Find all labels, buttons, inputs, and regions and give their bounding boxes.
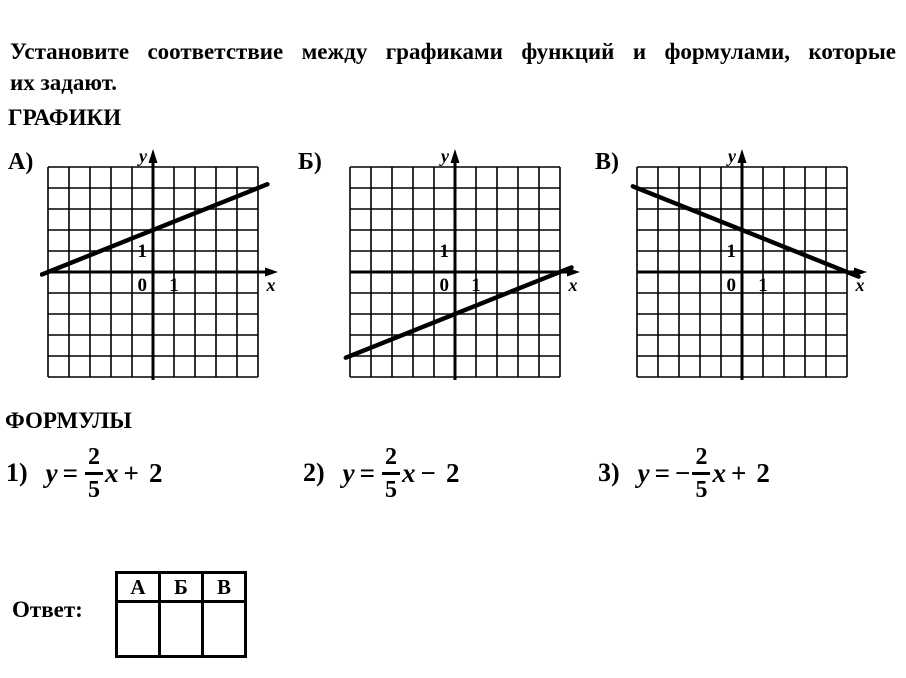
fraction-denominator: 5 bbox=[385, 476, 398, 503]
formula-2-math bbox=[343, 445, 465, 502]
math-constant: 2 bbox=[148, 457, 163, 488]
formula-3 bbox=[598, 443, 775, 503]
task-statement-line1: Установите соответствие между графиками функций и формулами, которые bbox=[10, 39, 896, 64]
fraction-bar bbox=[692, 472, 710, 475]
x-axis-label: x bbox=[855, 275, 865, 295]
function-line bbox=[633, 186, 859, 276]
y-unit-tick-label: 1 bbox=[439, 241, 449, 262]
fraction-numerator: 2 bbox=[88, 443, 101, 470]
fraction-numerator: 2 bbox=[385, 443, 398, 470]
graph-a-plot bbox=[40, 145, 278, 385]
answer-table bbox=[115, 571, 247, 658]
formula-3-number: 3) bbox=[598, 458, 620, 487]
fraction-bar bbox=[382, 472, 400, 475]
y-unit-tick-label: 1 bbox=[137, 241, 147, 262]
math-operator: − bbox=[420, 457, 436, 488]
fraction-numerator: 2 bbox=[695, 443, 708, 470]
graph-b-label: Б) bbox=[298, 149, 322, 175]
math-equals: = bbox=[62, 457, 79, 488]
function-line bbox=[346, 267, 572, 357]
answer-header-row bbox=[117, 573, 246, 602]
graphs-heading: ГРАФИКИ bbox=[8, 105, 122, 130]
math-x: x bbox=[105, 457, 119, 488]
math-y: y bbox=[45, 457, 58, 488]
math-y: y bbox=[342, 457, 355, 488]
math-fraction bbox=[692, 445, 710, 502]
math-constant: 2 bbox=[445, 457, 460, 488]
math-operator: + bbox=[730, 457, 747, 488]
answer-header-v: В bbox=[203, 573, 246, 602]
math-fraction bbox=[85, 445, 103, 502]
formula-1-number: 1) bbox=[6, 458, 28, 487]
formula-2-number: 2) bbox=[303, 458, 325, 487]
answer-cell-b[interactable] bbox=[160, 602, 203, 657]
answer-header-a: А bbox=[117, 573, 160, 602]
formula-1 bbox=[6, 443, 167, 503]
math-equals: = bbox=[654, 457, 671, 488]
formula-2 bbox=[303, 443, 464, 503]
fraction-denominator: 5 bbox=[695, 476, 708, 503]
answer-input-row bbox=[117, 602, 246, 657]
math-x: x bbox=[402, 457, 416, 488]
math-operator: + bbox=[123, 457, 139, 488]
answer-header-b: Б bbox=[160, 573, 203, 602]
y-axis-label: y bbox=[441, 146, 449, 166]
x-axis-label: x bbox=[266, 275, 276, 295]
graph-v-plot bbox=[629, 145, 867, 385]
y-axis-label: y bbox=[139, 146, 147, 166]
x-axis-label: x bbox=[568, 275, 578, 295]
formulas-heading: ФОРМУЛЫ bbox=[5, 408, 132, 433]
math-constant: 2 bbox=[756, 457, 770, 488]
x-unit-tick-label: 1 bbox=[169, 275, 179, 296]
answer-cell-a[interactable] bbox=[117, 602, 160, 657]
origin-label: 0 bbox=[439, 275, 449, 296]
task-statement-line2: их задают. bbox=[10, 70, 117, 95]
graph-b-plot bbox=[342, 145, 580, 385]
math-x: x bbox=[712, 457, 726, 488]
graph-a bbox=[8, 145, 278, 385]
x-unit-tick-label: 1 bbox=[758, 275, 768, 296]
math-equals: = bbox=[359, 457, 376, 488]
answer-cell-v[interactable] bbox=[203, 602, 246, 657]
fraction-denominator: 5 bbox=[88, 476, 101, 503]
x-unit-tick-label: 1 bbox=[471, 275, 481, 296]
task-statement bbox=[10, 36, 896, 98]
origin-label: 0 bbox=[137, 275, 147, 296]
graph-b bbox=[298, 145, 580, 385]
formula-3-math bbox=[638, 445, 775, 502]
math-y: y bbox=[637, 457, 650, 488]
origin-label: 0 bbox=[726, 275, 736, 296]
graph-a-label: А) bbox=[8, 149, 34, 175]
answer-label: Ответ: bbox=[12, 597, 83, 622]
graph-v bbox=[595, 145, 867, 385]
graph-v-label: В) bbox=[595, 149, 619, 175]
math-fraction bbox=[382, 445, 400, 502]
fraction-bar bbox=[85, 472, 103, 475]
formula-1-math bbox=[46, 445, 168, 502]
math-sign: − bbox=[675, 457, 691, 488]
y-unit-tick-label: 1 bbox=[726, 241, 736, 262]
y-axis-label: y bbox=[728, 146, 736, 166]
